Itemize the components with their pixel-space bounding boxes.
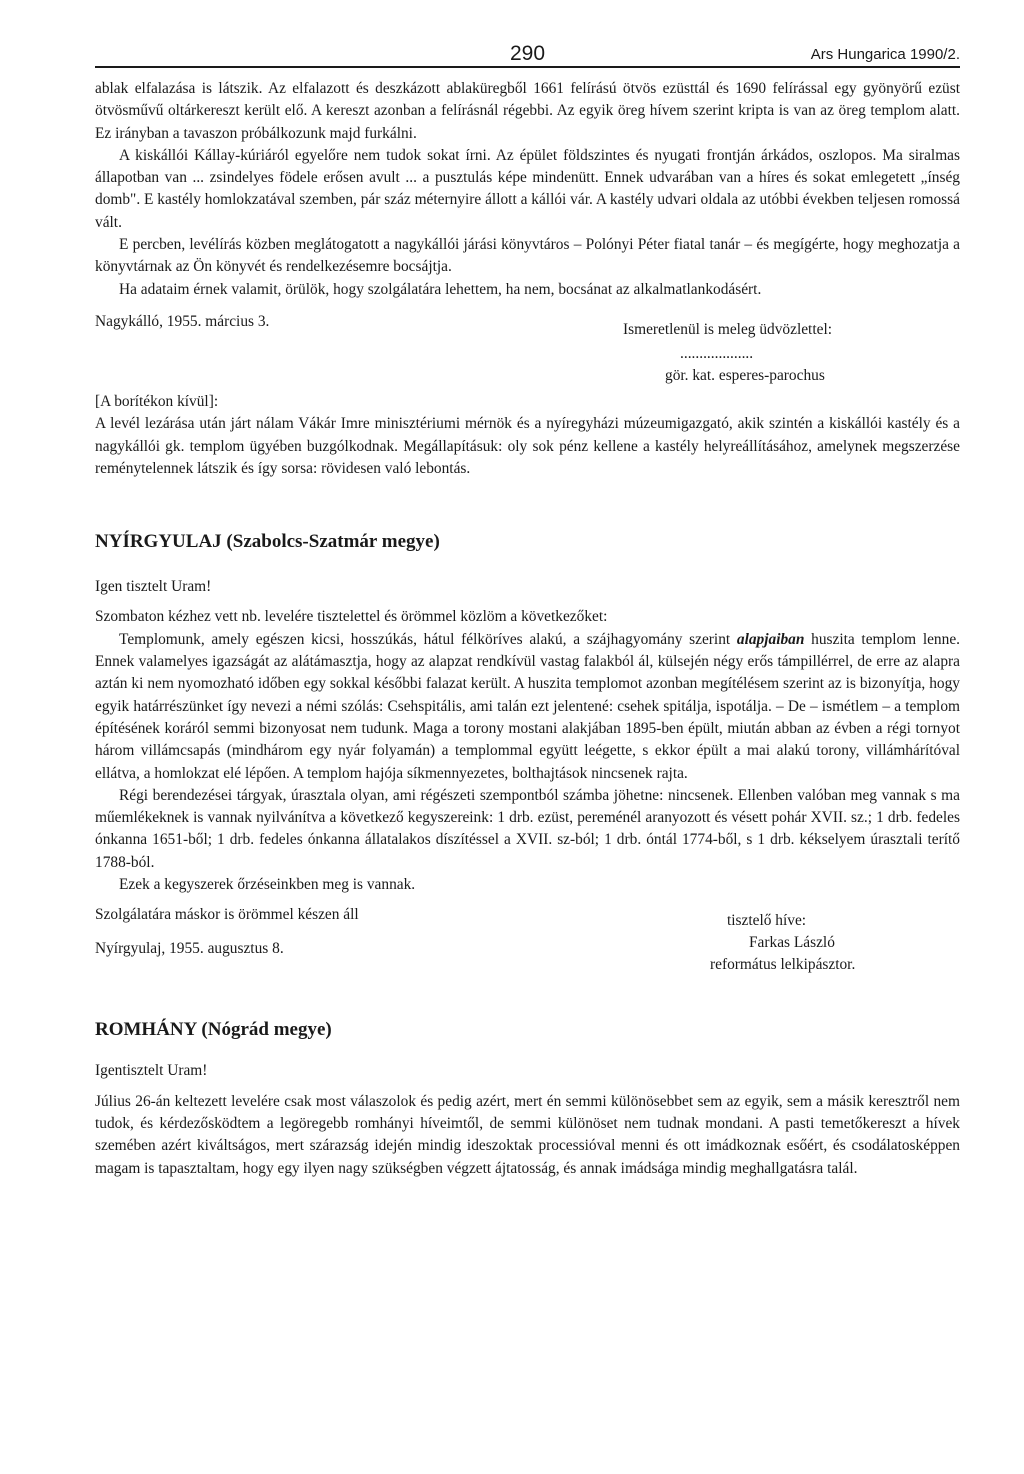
- envelope-label: [A borítékon kívül]:: [95, 392, 219, 410]
- letter1-signoff-row: [95, 311, 960, 338]
- running-head: Ars Hungarica 1990/2.: [810, 46, 960, 63]
- nyirgyulaj-sign-line-3: református lelkipásztor.: [710, 956, 856, 974]
- nyirgyulaj-salutation: Igen tisztelt Uram!: [95, 578, 212, 596]
- nyirgyulaj-paragraph-3: Régi berendezései tárgyak, úrasztala olyan, ami régészeti szempontból számba jöhetne: nincsenek. Ellenben valóban meg vannak s ma műemlékeknek is vannak nyilvánítva a következő kegyszereink: 1 drb. ezüst, pereménél aranyozott és vésett pohár XVII. sz.; 1 drb. fedeles ónkanna 1651-ből; 1 drb. fedeles ónkanna állatalakos díszítéssel a XVII. sz-ból; 1 drb. óntál 1774-ből, s 1 drb. kékselyem úrasztali terítő 1788-ból.: [95, 786, 960, 871]
- page-number: 290: [509, 42, 546, 65]
- letter1-paragraph-4: Ha adataim érnek valamit, örülök, hogy szolgálatára lehettem, ha nem, bocsánat az alkalmatlankodásért.: [119, 280, 762, 298]
- letter1-place-date: Nagykálló, 1955. március 3.: [95, 312, 270, 330]
- letter1-greeting: Ismeretlenül is meleg üdvözlettel:: [623, 320, 832, 338]
- nyirgyulaj-closing: Szolgálatára máskor is örömmel készen áll: [95, 906, 359, 924]
- page-header: [95, 38, 960, 68]
- nyirgyulaj-para2-end: huszita templom lenne. Ennek valamelyes igazságát az alátámasztja, hogy az alapzat rendkívül vastag falakból ál, külsején négy erős támpillérrel, de erre az alapra aztán ki nem nyomozható időben egy sokkal későbbi falazat került. A huszita templomot azonban megítélésem szerint az is bizonyítja, hogy egyik határrészünket így nevezi a némi szólás: Csehspitális, ami talán ezt jelentené: csehek spitálja, ispotálja. – De – ismétlem – a templom építésének koráról semmi bizonyosat nem tudunk. Maga a torony mostani alakjában 1895-ben épült, miután abban az évben a régi tornyot három villámcsapás (mindhárom egy nyár folyamán) a templommal együtt leégette, s ekkor épült a mai alakú torony, villámhárítóval ellátva, a homlokzat elé lépően. A templom hajója síkmennyezetes, bolthajtások nincsenek rajta.: [95, 630, 960, 782]
- nyirgyulaj-sign-row-1: [95, 904, 960, 930]
- nyirgyulaj-paragraph-4: Ezek a kegyszerek őrzéseinkben meg is vannak.: [119, 876, 416, 894]
- section-title-nyirgyulaj: NYÍRGYULAJ (Szabolcs-Szatmár megye): [95, 531, 440, 553]
- letter1-dots-row: [95, 343, 960, 365]
- nyirgyulaj-para2-emphasis: alapjaiban: [736, 630, 805, 648]
- section-title-romhany: ROMHÁNY (Nógrád megye): [95, 1019, 332, 1041]
- romhany-salutation: Igentisztelt Uram!: [95, 1062, 208, 1080]
- nyirgyulaj-place-date: Nyírgyulaj, 1955. augusztus 8.: [95, 940, 284, 958]
- document-page: [95, 38, 960, 1180]
- envelope-text: A levél lezárása után járt nálam Vákár Imre minisztériumi mérnök és a nyíregyházi múzeumigazgató, akik szintén a kiskállói kastély és a nagykállói gk. templom ügyében buzgólkodnak. Megállapításuk: oly sok pénz kellene a kastély helyreállításához, amelynek megszerzése reménytelennek látszik és így sorsa: rövidesen való lebontás.: [95, 415, 960, 477]
- letter1-paragraph-2: A kiskállói Kállay-kúriáról egyelőre nem tudok sokat írni. Az épület földszintes és nyugati frontján árkádos, oszlopos. Ma siralmas állapotban van ... zsindelyes födele erősen avult ... a pusztulás képe mindenütt. Ennek udvarában van a híres és sokat emlegetett „ínség domb". E kastély homlokzatával szemben, pár száz méternyire állott a kállói vár. A kastély udvari oldala az utóbbi években teljesen romossá vált.: [95, 146, 960, 231]
- nyirgyulaj-sign-row-3: [95, 954, 960, 976]
- romhany-paragraph-1: Július 26-án keltezett levelére csak most válaszolok és pedig azért, mert én semmi különösebbet sem az egyik, sem a másik keresztről nem tudok, és kérdezősködtem a legöregebb romhányi híveimtől, de semmi különöset nem tudnak mondani. A pasti temetőkereszt a hívek szemében azért kiváltságos, mert szárazság idején mindig ideszoktak processióval menni és ott imádkoznak esőért, és csodálatosképpen magam is tapasztaltam, hogy egy ilyen nagy szükségben végzett ájtatosság, és annak imádsága mindig meghallgatásra talál.: [95, 1092, 960, 1177]
- nyirgyulaj-sign-row-2: [95, 932, 960, 958]
- nyirgyulaj-para2-start: Templomunk, amely egészen kicsi, hosszúkás, hátul félköríves alakú, a szájhagyomány szerint: [119, 630, 737, 648]
- letter1-signer: gör. kat. esperes-parochus: [665, 366, 825, 384]
- nyirgyulaj-sign-line-1: tisztelő híve:: [727, 912, 807, 930]
- nyirgyulaj-sign-line-2: Farkas László: [749, 934, 835, 952]
- letter1-signature-dots: ...................: [680, 344, 754, 362]
- nyirgyulaj-paragraph-2: [95, 629, 960, 785]
- letter1-signer-row: [95, 365, 960, 387]
- letter1-paragraph-1: ablak elfalazása is látszik. Az elfalazott és deszkázott ablaküregből 1661 felírású ötvös ezüsttál és 1690 felírással egy gyönyörű ezüst ötvösművű oltárkereszt került elő. A kereszt azonban a felírásnál régebbi. Az egyik öreg hívem szerint kripta is van az öreg templom alatt. Ez irányban a tavaszon próbálkozunk majd furkálni.: [95, 80, 960, 142]
- nyirgyulaj-paragraph-1: Szombaton kézhez vett nb. levelére tisztelettel és örömmel közlöm a következőket:: [95, 608, 608, 626]
- letter1-paragraph-3: E percben, levélírás közben meglátogatott a nagykállói járási könyvtáros – Polónyi Péter fiatal tanár – és megígérte, hogy meghozatja a könyvtárnak az Ön könyvét és rendelkezésemre bocsájtja.: [95, 236, 960, 276]
